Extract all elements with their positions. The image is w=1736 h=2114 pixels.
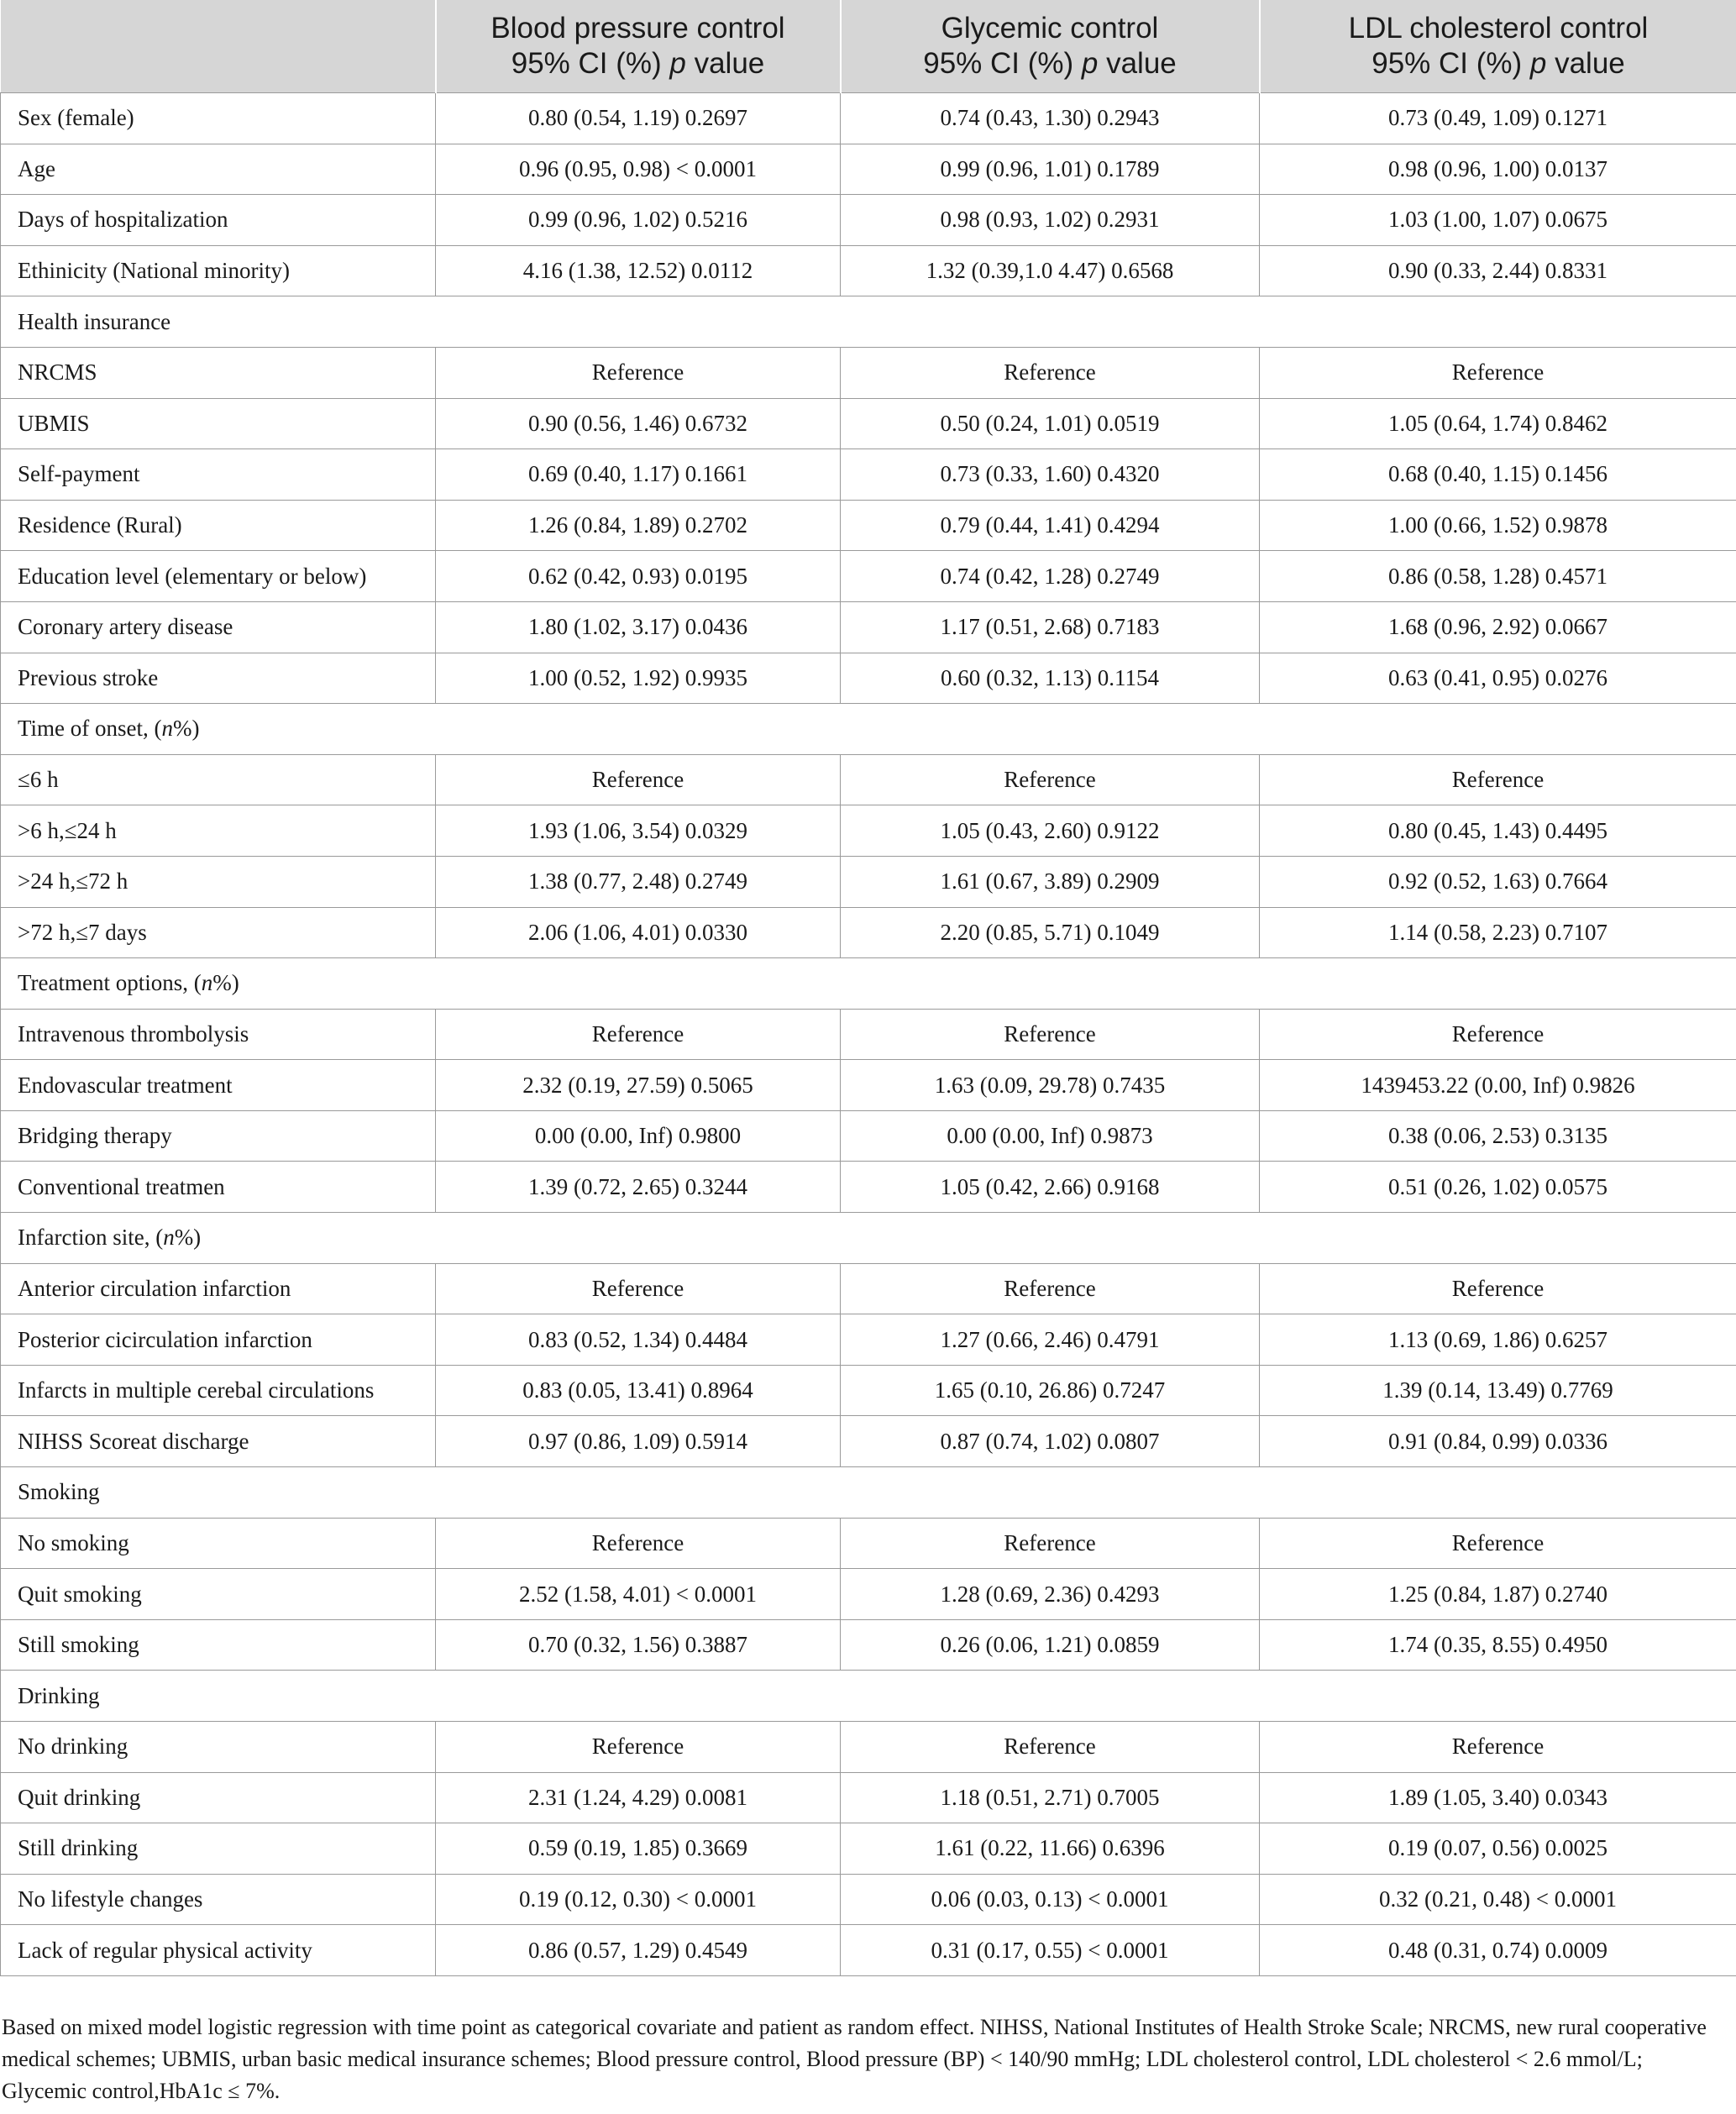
variable-label: Still smoking <box>1 1619 436 1671</box>
variable-label: Sex (female) <box>1 93 436 144</box>
value-cell: Reference <box>841 1518 1260 1569</box>
value-cell: 1.05 (0.42, 2.66) 0.9168 <box>841 1162 1260 1213</box>
value-cell: 0.74 (0.42, 1.28) 0.2749 <box>841 551 1260 602</box>
variable-label: Coronary artery disease <box>1 601 436 653</box>
variable-label: Bridging therapy <box>1 1110 436 1162</box>
variable-label: No drinking <box>1 1722 436 1773</box>
value-cell: 1.03 (1.00, 1.07) 0.0675 <box>1260 195 1736 246</box>
value-cell: 0.87 (0.74, 1.02) 0.0807 <box>841 1416 1260 1467</box>
variable-label: Anterior circulation infarction <box>1 1263 436 1314</box>
variable-label: Quit drinking <box>1 1772 436 1823</box>
table-row <box>1 1569 1736 1620</box>
value-cell: 0.06 (0.03, 0.13) < 0.0001 <box>841 1874 1260 1925</box>
variable-label: Endovascular treatment <box>1 1060 436 1111</box>
variable-label: Infarcts in multiple cerebal circulations <box>1 1365 436 1416</box>
table-footnote: Based on mixed model logistic regression with time point as categorical covariate and patient as random effect. NIHSS, National Institutes of Health Stroke Scale; NRCMS, new rural cooperative medical schemes; UBMIS, urban basic medical insurance schemes; Blood pressure control, Blood pressure (BP) < 140/90 mmHg; LDL cholesterol control, LDL cholesterol < 2.6 mmol/L; Glycemic control,HbA1c ≤ 7%. <box>2 2015 1707 2103</box>
table-header <box>1 0 1736 93</box>
value-cell: 0.69 (0.40, 1.17) 0.1661 <box>436 449 841 501</box>
variable-label: ≤6 h <box>1 754 436 805</box>
section-label: Drinking <box>1 1671 1736 1722</box>
value-cell: 1.18 (0.51, 2.71) 0.7005 <box>841 1772 1260 1823</box>
header-title: LDL cholesterol control <box>1348 12 1649 45</box>
table-row <box>1 500 1736 551</box>
table-row <box>1 653 1736 704</box>
header-cell-glycemic <box>841 0 1260 93</box>
value-cell: 0.51 (0.26, 1.02) 0.0575 <box>1260 1162 1736 1213</box>
value-cell: 0.74 (0.43, 1.30) 0.2943 <box>841 93 1260 144</box>
value-cell: 0.70 (0.32, 1.56) 0.3887 <box>436 1619 841 1671</box>
table-row <box>1 754 1736 805</box>
value-cell: 0.00 (0.00, Inf) 0.9800 <box>436 1110 841 1162</box>
value-cell: 1.05 (0.64, 1.74) 0.8462 <box>1260 398 1736 449</box>
table-row <box>1 144 1736 195</box>
value-cell: Reference <box>436 754 841 805</box>
value-cell: 1.00 (0.66, 1.52) 0.9878 <box>1260 500 1736 551</box>
value-cell: 0.48 (0.31, 0.74) 0.0009 <box>1260 1925 1736 1976</box>
value-cell: 0.86 (0.58, 1.28) 0.4571 <box>1260 551 1736 602</box>
table-row <box>1 398 1736 449</box>
variable-label: Intravenous thrombolysis <box>1 1009 436 1060</box>
table-row <box>1 856 1736 907</box>
table-row <box>1 195 1736 246</box>
value-cell: 0.96 (0.95, 0.98) < 0.0001 <box>436 144 841 195</box>
value-cell: 0.80 (0.54, 1.19) 0.2697 <box>436 93 841 144</box>
value-cell: 1439453.22 (0.00, Inf) 0.9826 <box>1260 1060 1736 1111</box>
variable-label: Lack of regular physical activity <box>1 1925 436 1976</box>
value-cell: 0.19 (0.07, 0.56) 0.0025 <box>1260 1823 1736 1875</box>
value-cell: 0.00 (0.00, Inf) 0.9873 <box>841 1110 1260 1162</box>
section-label: Time of onset, (n%) <box>1 704 1736 755</box>
value-cell: Reference <box>436 1518 841 1569</box>
variable-label: Days of hospitalization <box>1 195 436 246</box>
value-cell: 2.31 (1.24, 4.29) 0.0081 <box>436 1772 841 1823</box>
value-cell: 1.13 (0.69, 1.86) 0.6257 <box>1260 1314 1736 1366</box>
value-cell: 1.61 (0.22, 11.66) 0.6396 <box>841 1823 1260 1875</box>
value-cell: 1.93 (1.06, 3.54) 0.0329 <box>436 805 841 857</box>
section-row <box>1 1467 1736 1519</box>
table-row <box>1 1823 1736 1875</box>
table-row <box>1 1365 1736 1416</box>
value-cell: Reference <box>436 1009 841 1060</box>
variable-label: No lifestyle changes <box>1 1874 436 1925</box>
value-cell: 1.14 (0.58, 2.23) 0.7107 <box>1260 907 1736 958</box>
header-row <box>1 0 1736 93</box>
header-cell-variable <box>1 0 436 93</box>
value-cell: 2.32 (0.19, 27.59) 0.5065 <box>436 1060 841 1111</box>
value-cell: 1.17 (0.51, 2.68) 0.7183 <box>841 601 1260 653</box>
value-cell: 4.16 (1.38, 12.52) 0.0112 <box>436 245 841 296</box>
value-cell: Reference <box>1260 1518 1736 1569</box>
section-row <box>1 296 1736 348</box>
variable-label: Posterior cicirculation infarction <box>1 1314 436 1366</box>
variable-label: >6 h,≤24 h <box>1 805 436 857</box>
header-title: Blood pressure control <box>490 12 785 45</box>
value-cell: Reference <box>841 1722 1260 1773</box>
value-cell: 0.92 (0.52, 1.63) 0.7664 <box>1260 856 1736 907</box>
variable-label: UBMIS <box>1 398 436 449</box>
header-title: Glycemic control <box>941 12 1159 45</box>
header-subtitle: 95% CI (%) p value <box>923 47 1177 80</box>
table-row <box>1 1314 1736 1366</box>
value-cell: 0.90 (0.33, 2.44) 0.8331 <box>1260 245 1736 296</box>
header-cell-blood-pressure <box>436 0 841 93</box>
table-row <box>1 601 1736 653</box>
header-subtitle: 95% CI (%) p value <box>511 47 765 80</box>
value-cell: 0.98 (0.96, 1.00) 0.0137 <box>1260 144 1736 195</box>
value-cell: 0.83 (0.05, 13.41) 0.8964 <box>436 1365 841 1416</box>
table-row <box>1 1619 1736 1671</box>
value-cell: 0.62 (0.42, 0.93) 0.0195 <box>436 551 841 602</box>
section-label: Smoking <box>1 1467 1736 1519</box>
section-row <box>1 958 1736 1010</box>
variable-label: Conventional treatmen <box>1 1162 436 1213</box>
section-row <box>1 704 1736 755</box>
table-row <box>1 1009 1736 1060</box>
value-cell: Reference <box>841 1009 1260 1060</box>
variable-label: Previous stroke <box>1 653 436 704</box>
value-cell: 0.31 (0.17, 0.55) < 0.0001 <box>841 1925 1260 1976</box>
table-row <box>1 245 1736 296</box>
table-row <box>1 1110 1736 1162</box>
value-cell: Reference <box>1260 1263 1736 1314</box>
value-cell: Reference <box>1260 754 1736 805</box>
table-row <box>1 1874 1736 1925</box>
variable-label: Ethinicity (National minority) <box>1 245 436 296</box>
table-row <box>1 1060 1736 1111</box>
value-cell: 2.52 (1.58, 4.01) < 0.0001 <box>436 1569 841 1620</box>
variable-label: No smoking <box>1 1518 436 1569</box>
section-label: Health insurance <box>1 296 1736 348</box>
value-cell: 0.99 (0.96, 1.02) 0.5216 <box>436 195 841 246</box>
table-row <box>1 1518 1736 1569</box>
table-row <box>1 347 1736 398</box>
value-cell: 1.39 (0.72, 2.65) 0.3244 <box>436 1162 841 1213</box>
table-row <box>1 551 1736 602</box>
value-cell: 1.32 (0.39,1.0 4.47) 0.6568 <box>841 245 1260 296</box>
value-cell: 1.38 (0.77, 2.48) 0.2749 <box>436 856 841 907</box>
variable-label: Age <box>1 144 436 195</box>
table-row <box>1 1925 1736 1976</box>
table-row <box>1 93 1736 144</box>
table-row <box>1 805 1736 857</box>
value-cell: 0.86 (0.57, 1.29) 0.4549 <box>436 1925 841 1976</box>
value-cell: 0.90 (0.56, 1.46) 0.6732 <box>436 398 841 449</box>
value-cell: 1.68 (0.96, 2.92) 0.0667 <box>1260 601 1736 653</box>
table-row <box>1 907 1736 958</box>
value-cell: 0.68 (0.40, 1.15) 0.1456 <box>1260 449 1736 501</box>
value-cell: Reference <box>436 1722 841 1773</box>
table-row <box>1 1416 1736 1467</box>
value-cell: 1.89 (1.05, 3.40) 0.0343 <box>1260 1772 1736 1823</box>
value-cell: Reference <box>436 1263 841 1314</box>
value-cell: 1.61 (0.67, 3.89) 0.2909 <box>841 856 1260 907</box>
value-cell: 0.79 (0.44, 1.41) 0.4294 <box>841 500 1260 551</box>
value-cell: 2.20 (0.85, 5.71) 0.1049 <box>841 907 1260 958</box>
value-cell: Reference <box>841 347 1260 398</box>
table-row <box>1 1722 1736 1773</box>
value-cell: 1.80 (1.02, 3.17) 0.0436 <box>436 601 841 653</box>
value-cell: 1.05 (0.43, 2.60) 0.9122 <box>841 805 1260 857</box>
value-cell: 0.26 (0.06, 1.21) 0.0859 <box>841 1619 1260 1671</box>
value-cell: 0.63 (0.41, 0.95) 0.0276 <box>1260 653 1736 704</box>
table-row <box>1 1772 1736 1823</box>
variable-label: NRCMS <box>1 347 436 398</box>
table-row <box>1 1263 1736 1314</box>
value-cell: 1.26 (0.84, 1.89) 0.2702 <box>436 500 841 551</box>
value-cell: Reference <box>1260 1722 1736 1773</box>
value-cell: 0.32 (0.21, 0.48) < 0.0001 <box>1260 1874 1736 1925</box>
variable-label: Residence (Rural) <box>1 500 436 551</box>
value-cell: 0.98 (0.93, 1.02) 0.2931 <box>841 195 1260 246</box>
table-row <box>1 1162 1736 1213</box>
value-cell: 0.91 (0.84, 0.99) 0.0336 <box>1260 1416 1736 1467</box>
variable-label: >24 h,≤72 h <box>1 856 436 907</box>
value-cell: 0.73 (0.49, 1.09) 0.1271 <box>1260 93 1736 144</box>
value-cell: 0.97 (0.86, 1.09) 0.5914 <box>436 1416 841 1467</box>
variable-label: >72 h,≤7 days <box>1 907 436 958</box>
value-cell: 0.99 (0.96, 1.01) 0.1789 <box>841 144 1260 195</box>
header-cell-ldl <box>1260 0 1736 93</box>
table-row <box>1 449 1736 501</box>
section-row <box>1 1671 1736 1722</box>
section-label: Infarction site, (n%) <box>1 1213 1736 1264</box>
variable-label: Self-payment <box>1 449 436 501</box>
value-cell: Reference <box>436 347 841 398</box>
value-cell: 1.28 (0.69, 2.36) 0.4293 <box>841 1569 1260 1620</box>
value-cell: Reference <box>1260 347 1736 398</box>
value-cell: 0.50 (0.24, 1.01) 0.0519 <box>841 398 1260 449</box>
value-cell: 0.73 (0.33, 1.60) 0.4320 <box>841 449 1260 501</box>
section-row <box>1 1213 1736 1264</box>
value-cell: 0.19 (0.12, 0.30) < 0.0001 <box>436 1874 841 1925</box>
value-cell: 1.39 (0.14, 13.49) 0.7769 <box>1260 1365 1736 1416</box>
variable-label: Still drinking <box>1 1823 436 1875</box>
section-label: Treatment options, (n%) <box>1 958 1736 1010</box>
header-subtitle: 95% CI (%) p value <box>1371 47 1625 80</box>
value-cell: 1.00 (0.52, 1.92) 0.9935 <box>436 653 841 704</box>
value-cell: 0.80 (0.45, 1.43) 0.4495 <box>1260 805 1736 857</box>
value-cell: 1.27 (0.66, 2.46) 0.4791 <box>841 1314 1260 1366</box>
value-cell: Reference <box>841 754 1260 805</box>
table-body <box>1 93 1736 1976</box>
value-cell: 1.74 (0.35, 8.55) 0.4950 <box>1260 1619 1736 1671</box>
value-cell: 0.38 (0.06, 2.53) 0.3135 <box>1260 1110 1736 1162</box>
value-cell: 0.59 (0.19, 1.85) 0.3669 <box>436 1823 841 1875</box>
value-cell: 2.06 (1.06, 4.01) 0.0330 <box>436 907 841 958</box>
value-cell: Reference <box>1260 1009 1736 1060</box>
value-cell: 1.25 (0.84, 1.87) 0.2740 <box>1260 1569 1736 1620</box>
value-cell: 0.83 (0.52, 1.34) 0.4484 <box>436 1314 841 1366</box>
variable-label: Education level (elementary or below) <box>1 551 436 602</box>
value-cell: 1.63 (0.09, 29.78) 0.7435 <box>841 1060 1260 1111</box>
variable-label: NIHSS Scoreat discharge <box>1 1416 436 1467</box>
variable-label: Quit smoking <box>1 1569 436 1620</box>
value-cell: Reference <box>841 1263 1260 1314</box>
value-cell: 0.60 (0.32, 1.13) 0.1154 <box>841 653 1260 704</box>
value-cell: 1.65 (0.10, 26.86) 0.7247 <box>841 1365 1260 1416</box>
